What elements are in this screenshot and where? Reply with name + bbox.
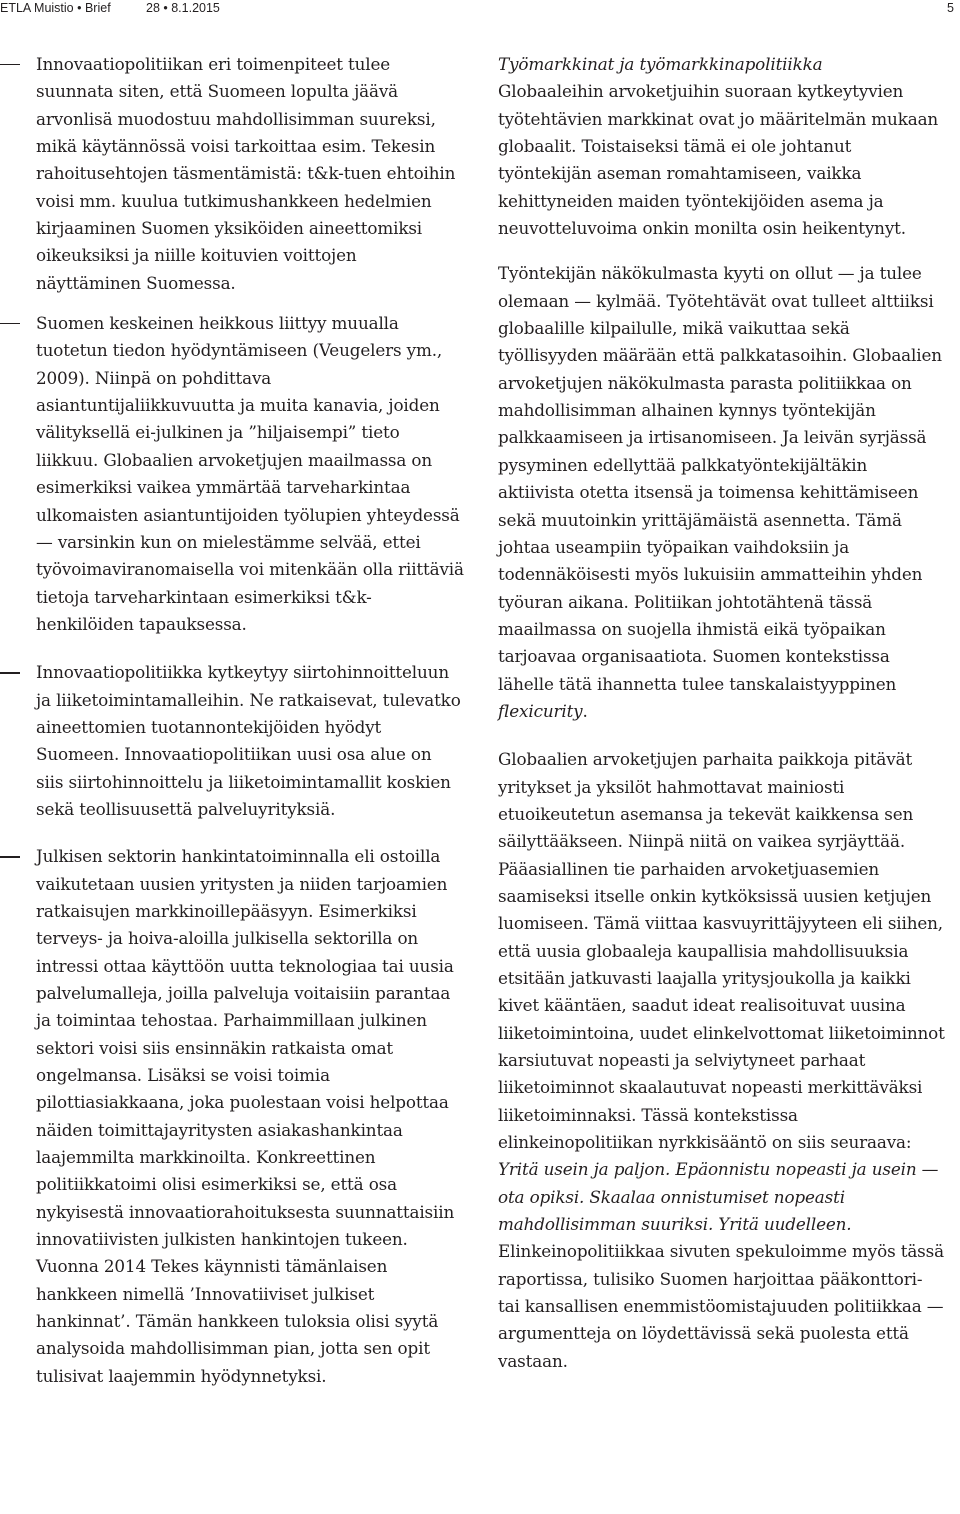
- paragraph-text: Globaalien arvoketjujen parhaita paikkoja pitävät yritykset ja yksilöt hahmottavat mainiosti etuoikeutetun asemansa ja tekevät kaikkensa sen säilyttääkseen. Niinpä niitä on vaikea syrjäyttää. Pääasiallinen tie parhaiden arvoketjuasemien saamiseksi itselle onkin kytköksissä uusien ketjujen luomiseen. Tämä viittaa kasvuyrittäjyyteen eli siihen, että uusia globaaleja kaupallisia mahdollisuuksia etsitään jatkuvasti laajalla yritysjoukolla ja kaikki kivet kääntäen, saadut ideat realisoituvat uusina liiketoimintoina, uudet elinkelvottomat liiketoiminnot karsiutuvat nopeasti ja selviytyneet parhaat liiketoiminnot skaalautuvat nopeasti merkittäväksi liiketoiminnaksi. Tässä kontekstissa elinkeinopolitiikan nyrkkisääntö on siis seuraava:: [498, 749, 945, 1153]
- bullet-item: [0, 51, 464, 297]
- bullet-text: Julkisen sektorin hankintatoiminnalla eli ostoilla vaikutetaan uusien yritysten ja niiden tarjoamien ratkaisujen markkinoillepääsyyn. Esimerkiksi terveys- ja hoiva-aloilla julkisella sektorilla on intressi ottaa käyttöön uutta teknologiaa tai uusia palvelumalleja, joilla palveluja voitaisiin parantaa ja toimintaa tehostaa. Parhaimmillaan julkinen sektori voisi siis ensinnäkin ratkaista omat ongelmansa. Lisäksi se voisi toimia pilottiasiakkaana, joka puolestaan voisi helpottaa näiden toimittajayritysten asiakashankintaa laajemmilta markkinoilta. Konkreettinen politiikkatoimi olisi esimerkiksi se, että osa nykyisestä innovaatiorahoituksesta suunnattaisiin innovatiivisten julkisten hankintojen tukeen. Vuonna 2014 Tekes käynnisti tämänlaisen hankkeen nimellä ’Innovatiiviset julkiset hankinnat’. Tämän hankkeen tuloksia olisi syytä analysoida mahdollisimman pian, jotta sen opit tulisivat laajemmin hyödynnetyksi.: [36, 846, 455, 1386]
- dash-bullet-icon: [0, 64, 20, 65]
- emphasis-text: flexicurity: [498, 700, 583, 721]
- left-column: [0, 51, 464, 1390]
- page-number: 5: [947, 1, 954, 15]
- publication-name: ETLA Muistio • Brief: [0, 1, 111, 15]
- dash-bullet-icon: [0, 856, 20, 857]
- paragraph: [498, 260, 948, 725]
- emphasis-text: Yritä usein ja paljon. Epäonnistu nopeasti ja usein — ota opiksi. Skaalaa onnistumiset nopeasti mahdollisimman suuriksi. Yritä uudelleen.: [498, 1159, 939, 1235]
- bullet-text: Suomen keskeinen heikkous liittyy muualla tuotetun tiedon hyödyntämiseen (Veugelers ym., 2009). Niinpä on pohdittava asiantuntijaliikkuvuutta ja muita kanavia, joiden välityksellä ei-julkinen ja ”hiljaisempi” tieto liikkuu. Globaalien arvoketjujen maailmassa on esimerkiksi vaikea ymmärtää tarveharkintaa ulkomaisten asiantuntijoiden työlupien yhteydessä — varsinkin kun on mielestämme selvää, ettei työvoimaviranomaisella voi mitenkään olla riittäviä tietoja tarveharkintaan esimerkiksi t&k-henkilöiden tapauksessa.: [36, 313, 464, 634]
- bullet-item: [0, 310, 464, 638]
- right-column: [498, 51, 948, 1375]
- bullet-text: Innovaatiopolitiikka kytkeytyy siirtohinnoitteluun ja liiketoimintamalleihin. Ne ratkaisevat, tulevatko aineettomien tuotannontekijöiden hyödyt Suomeen. Innovaatiopolitiikan uusi osa alue on siis siirtohinnoittelu ja liiketoimintamallit koskien sekä teollisuusettä palveluyrityksiä.: [36, 662, 461, 819]
- paragraph-text: Työntekijän näkökulmasta kyyti on ollut — ja tulee olemaan — kylmää. Työtehtävät ovat tulleet alttiiksi globaalille kilpailulle, mikä vaikuttaa sekä työllisyyden määrään että palkkatasoihin. Globaalien arvoketjujen näkökulmasta parasta politiikkaa on mahdollisimman alhainen kynnys työntekijän palkkaamiseen ja irtisanomiseen. Ja leivän syrjässä pysyminen edellyttää palkkatyöntekijältäkin aktiivista otetta itsensä ja toimensa kehittämiseen sekä muutoinkin yrittäjämäistä asennetta. Tämä johtaa useampiin työpaikan vaihdoksiin ja todennäköisesti myös lukuisiin ammatteihin yhden työuran aikana. Politiikan johtotähtenä tässä maailmassa on suojella ihmistä eikä työpaikan tarjoavaa organisaatiota. Suomen kontekstissa lähelle tätä ihannetta tulee tanskalaistyyppinen: [498, 263, 942, 694]
- bullet-text: Innovaatiopolitiikan eri toimenpiteet tulee suunnata siten, että Suomeen lopulta jäävä arvonlisä muodostuu mahdollisimman suureksi, mikä käytännössä voisi tarkoittaa esim. Tekesin rahoitusehtojen täsmentämistä: t&k-tuen ehtoihin voisi mm. kuulua tutkimushankkeen hedelmien kirjaaminen Suomen yksiköiden aineettomiksi oikeuksiksi ja niille koituvien voittojen näyttäminen Suomessa.: [36, 54, 456, 293]
- bullet-item: [0, 843, 464, 1390]
- dash-bullet-icon: [0, 672, 20, 673]
- dash-bullet-icon: [0, 323, 20, 324]
- page-header: [0, 0, 960, 16]
- bullet-item: [0, 659, 464, 823]
- section-heading: Työmarkkinat ja työmarkkinapolitiikka: [498, 54, 823, 74]
- paragraph-end: .: [582, 700, 588, 721]
- paragraph-end: Elinkeinopolitiikkaa sivuten spekuloimme myös tässä raportissa, tulisiko Suomen harjoittaa pääkonttori- tai kansallisen enemmistöomistajuuden politiikkaa — argumentteja on löydettävissä sekä puolesta että vastaan.: [498, 1241, 944, 1371]
- issue-date: 28 • 8.1.2015: [146, 1, 220, 15]
- paragraph: Globaaleihin arvoketjuihin suoraan kytkeytyvien työtehtävien markkinat ovat jo määritelmän mukaan globaalit. Toistaiseksi tämä ei ole johtanut työntekijän aseman romahtamiseen, vaikka kehittyneiden maiden työntekijöiden asema ja neuvotteluvoima onkin monilta osin heikentynyt.: [498, 81, 939, 239]
- paragraph: [498, 746, 948, 1375]
